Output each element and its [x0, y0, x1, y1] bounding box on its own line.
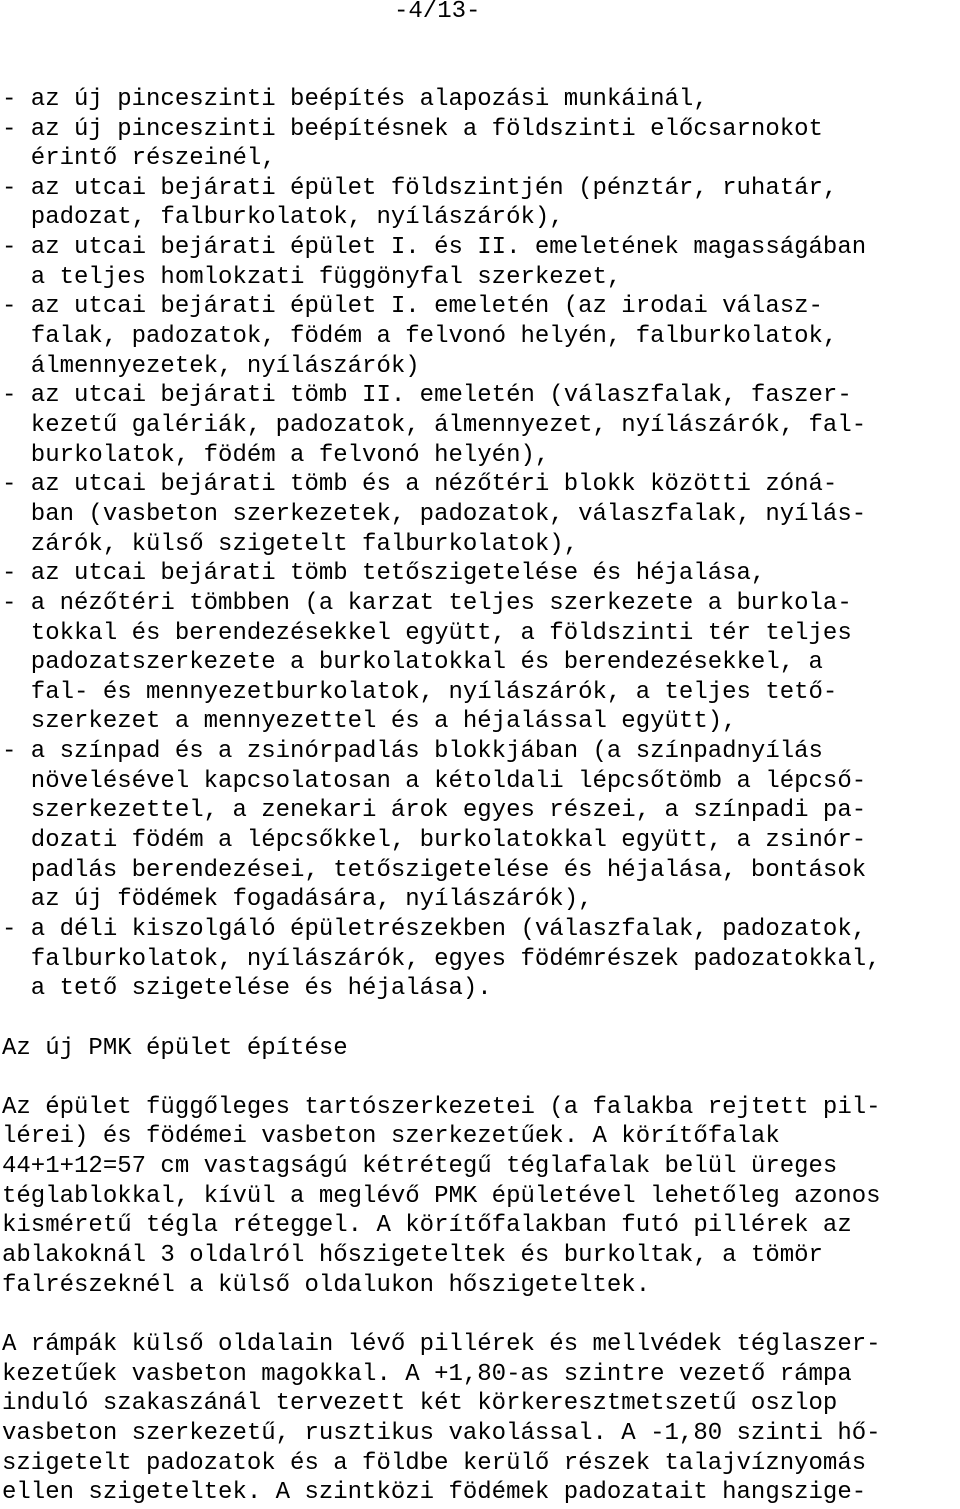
text-line: padozatszerkezete a burkolatokkal és berendezésekkel, a: [2, 649, 823, 676]
text-line: ablakoknál 3 oldalról hőszigeteltek és burkoltak, a tömör: [2, 1242, 823, 1269]
text-line: A rámpák külső oldalain lévő pillérek és mellvédek téglaszer-: [2, 1331, 881, 1358]
text-line: - az új pinceszinti beépítésnek a földszinti előcsarnokot: [2, 116, 823, 143]
text-line: falrészeknél a külső oldalukon hőszigeteltek.: [2, 1272, 651, 1299]
text-line: ellen szigeteltek. A szintközi födémek padozatait hangszige-: [2, 1479, 867, 1506]
text-line: fal- és mennyezetburkolatok, nyílászárók, a teljes tető-: [2, 679, 838, 706]
text-line: 44+1+12=57 cm vastagságú kétrétegű téglafalak belül üreges: [2, 1153, 838, 1180]
text-line: Az épület függőleges tartószerkezetei (a falakba rejtett pil-: [2, 1094, 881, 1121]
text-line: kisméretű tégla réteggel. A körítőfalakban futó pillérek az: [2, 1212, 852, 1239]
text-line: - az új pinceszinti beépítés alapozási munkáinál,: [2, 86, 708, 113]
text-line: növelésével kapcsolatosan a kétoldali lépcsőtömb a lépcső-: [2, 768, 867, 795]
text-line: falburkolatok, nyílászárók, egyes födémrészek padozatokkal,: [2, 946, 881, 973]
text-line: - az utcai bejárati tömb és a nézőtéri blokk közötti zóná-: [2, 471, 838, 498]
text-line: kezetű galériák, padozatok, álmennyezet, nyílászárók, fal-: [2, 412, 867, 439]
text-line: falak, padozatok, födém a felvonó helyén, falburkolatok,: [2, 323, 838, 350]
text-line: - az utcai bejárati tömb tetőszigetelése és héjalása,: [2, 560, 766, 587]
text-line: - az utcai bejárati tömb II. emeletén (válaszfalak, faszer-: [2, 382, 852, 409]
text-line: - a nézőtéri tömbben (a karzat teljes szerkezete a burkola-: [2, 590, 852, 617]
section-heading: Az új PMK épület építése: [2, 1035, 348, 1062]
text-line: kezetűek vasbeton magokkal. A +1,80-as szintre vezető rámpa: [2, 1361, 852, 1388]
text-line: szerkezettel, a zenekari árok egyes részei, a színpadi pa-: [2, 797, 867, 824]
text-line: a teljes homlokzati függönyfal szerkezet,: [2, 264, 622, 291]
text-line: dozati födém a lépcsőkkel, burkolatokkal együtt, a zsinór-: [2, 827, 867, 854]
text-line: - az utcai bejárati épület földszintjén (pénztár, ruhatár,: [2, 175, 838, 202]
text-line: lérei) és födémei vasbeton szerkezetűek. A körítőfalak: [2, 1123, 780, 1150]
text-line: az új födémek fogadására, nyílászárók),: [2, 886, 593, 913]
text-line: padozat, falburkolatok, nyílászárók),: [2, 204, 564, 231]
text-line: burkolatok, födém a felvonó helyén),: [2, 442, 550, 469]
text-line: ban (vasbeton szerkezetek, padozatok, válaszfalak, nyílás-: [2, 501, 867, 528]
text-line: - a színpad és a zsinórpadlás blokkjában (a színpadnyílás: [2, 738, 823, 765]
text-line: - az utcai bejárati épület I. és II. emeletének magasságában: [2, 234, 867, 261]
text-line: - az utcai bejárati épület I. emeletén (az irodai válasz-: [2, 293, 823, 320]
text-line: a tető szigetelése és héjalása).: [2, 975, 492, 1002]
text-line: vasbeton szerkezetű, rusztikus vakolással. A -1,80 szinti hő-: [2, 1420, 881, 1447]
text-line: tokkal és berendezésekkel együtt, a földszinti tér teljes: [2, 620, 852, 647]
text-line: padlás berendezései, tetőszigetelése és héjalása, bontások: [2, 857, 867, 884]
text-line: - a déli kiszolgáló épületrészekben (válaszfalak, padozatok,: [2, 916, 867, 943]
text-line: téglablokkal, kívül a meglévő PMK épületével lehetőleg azonos: [2, 1183, 881, 1210]
text-line: szerkezet a mennyezettel és a héjalással együtt),: [2, 708, 737, 735]
text-line: érintő részeinél,: [2, 145, 276, 172]
text-line: álmennyezetek, nyílászárók): [2, 353, 420, 380]
text-line: zárók, külső szigetelt falburkolatok),: [2, 531, 579, 558]
text-line: induló szakaszánál tervezett két körkeresztmetszetű oszlop: [2, 1390, 838, 1417]
page-number: -4/13-: [394, 0, 481, 25]
text-line: szigetelt padozatok és a földbe kerülő részek talajvíznyomás: [2, 1450, 867, 1477]
